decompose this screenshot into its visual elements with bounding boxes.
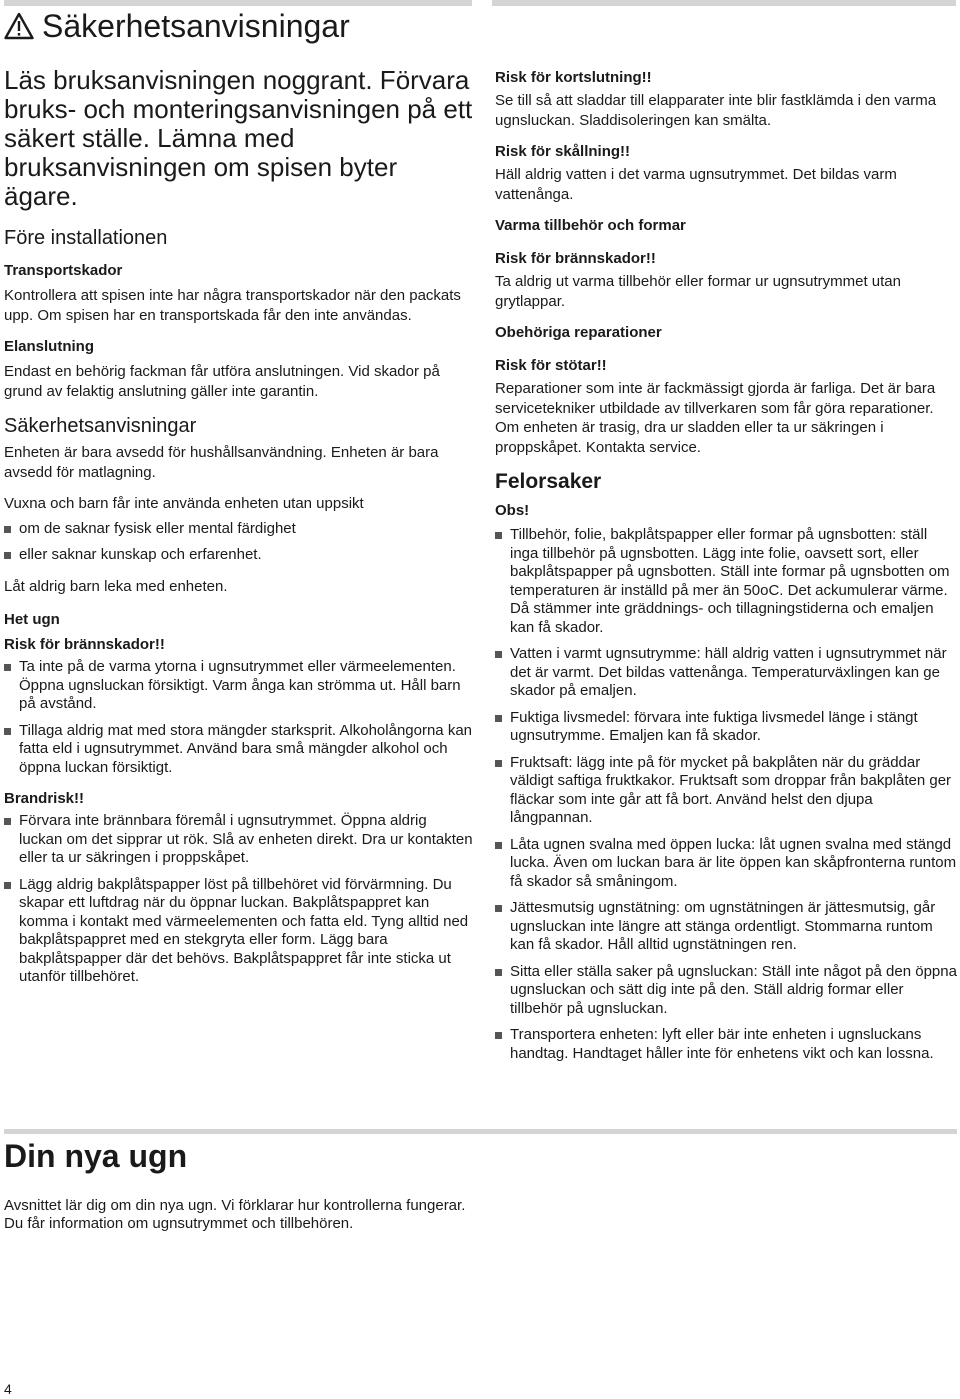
- list-item: Vatten i varmt ugnsutrymme: häll aldrig vatten i ugnsutrymmet när det är varmt. Det bildas vattenånga. Temperaturväxlingen kan ge skador på emaljen.: [495, 645, 957, 701]
- transport-text: Kontrollera att spisen inte har några transportskador när den packats upp. Om spisen har en transportskada får den inte användas.: [4, 287, 461, 324]
- brannskador-text: Ta aldrig ut varma tillbehör eller formar ur ugnsutrymmet utan grytlappar.: [495, 273, 901, 310]
- list-item: Lägg aldrig bakplåtspapper löst på tillbehöret vid förvärmning. Du skapar ett luftdrag när du öppnar luckan. Bakplåtspappret kan komma i kontakt med värmeelementen och fatta eld. Tyng alltid ned bakplåtspappret med en stekgryta eller form. Lägg bara bakplåtspapper där det behövs. Bakplåtspappret får inte sticka ut utanför tillbehöret.: [4, 876, 474, 987]
- list-item: Tillaga aldrig mat med stora mängder starksprit. Alkoholångorna kan fatta eld i ugnsutrymmet. Använd bara små mängder alkohol och öppna luckan försiktigt.: [4, 722, 474, 778]
- list-item: Fruktsaft: lägg inte på för mycket på bakplåten när du gräddar väldigt saftiga fruktkakor. Fruktsaft som droppar från bakplåten ger fläckar som inte går att få bort. Använd helst den djupa långpannan.: [495, 754, 957, 828]
- obehoriga-reparationer-heading: Obehöriga reparationer: [495, 324, 662, 341]
- sakerhet-text-1: Enheten är bara avsedd för hushållsanvändning. Enheten är bara avsedd för matlagning.: [4, 444, 439, 481]
- het-ugn-heading: Het ugn: [4, 611, 60, 628]
- intro-text: Läs bruksanvisningen noggrant. Förvara bruks- och monteringsanvisningen på ett säkert ställe. Lämna med bruksanvisningen om spisen byter ägare.: [4, 65, 473, 211]
- sakerhet-heading: Säkerhetsanvisningar: [4, 415, 197, 437]
- section-divider: [4, 1129, 957, 1134]
- list-item: Låta ugnen svalna med öppen lucka: låt ugnen svalna med stängd lucka. Även om luckan bara är lite öppen kan skåpfronterna runtom få skador så småningom.: [495, 836, 957, 892]
- page-number: 4: [4, 1381, 12, 1397]
- brannskador-list: [4, 658, 474, 777]
- transport-heading: Transportskador: [4, 262, 123, 279]
- list-item: Fuktiga livsmedel: förvara inte fuktiga livsmedel länge i stängt ugnsutrymme. Emaljen kan få skador.: [495, 709, 957, 746]
- stotar-text: Reparationer som inte är fackmässigt gjorda är farliga. Det är bara servicetekniker utbildade av tillverkaren som får göra reparationer. Om enheten är trasig, dra ur sladden eller ta ur säkringen i proppskåpet. Kontakta service.: [495, 380, 936, 456]
- risk-stotar-label: Risk för stötar!!: [495, 357, 607, 374]
- risk-brannskador-label: Risk för brännskador!!: [495, 250, 656, 267]
- list-item: eller saknar kunskap och erfarenhet.: [4, 546, 474, 565]
- felorsaker-heading: Felorsaker: [495, 470, 602, 493]
- elanslutning-text: Endast en behörig fackman får utföra anslutningen. Vid skador på grund av felaktig anslutning gäller inte garantin.: [4, 363, 440, 400]
- sakerhet-list: [4, 520, 474, 565]
- list-item: Förvara inte brännbara föremål i ugnsutrymmet. Öppna aldrig luckan om det sipprar ut rök. Slå av enheten direkt. Dra ur kontakten eller ta ur säkringen i proppskåpet.: [4, 812, 474, 868]
- kortslutning-text: Se till så att sladdar till elapparater inte blir fastklämda i den varma ugnsluckan. Sladdisoleringen kan smälta.: [495, 92, 937, 129]
- list-item: Sitta eller ställa saker på ugnsluckan: Ställ inte något på den öppna ugnsluckan och sätt dig inte på den. Ställ aldrig formar eller tillbehör på ugnsluckan.: [495, 963, 957, 1019]
- page-title: [4, 6, 350, 46]
- top-rule-right: [492, 0, 956, 6]
- din-nya-ugn-heading: Din nya ugn: [4, 1138, 188, 1174]
- brandrisk-label: Brandrisk!!: [4, 790, 85, 807]
- right-column: [495, 68, 957, 1075]
- list-item: Ta inte på de varma ytorna i ugnsutrymmet eller värmeelementen. Öppna ugnsluckan försiktigt. Varm ånga kan strömma ut. Håll barn på avstånd.: [4, 658, 474, 714]
- skallning-text: Häll aldrig vatten i det varma ugnsutrymmet. Det bildas varm vattenånga.: [495, 166, 897, 203]
- elanslutning-heading: Elanslutning: [4, 338, 94, 355]
- list-item: Jättesmutsig ugnstätning: om ugnstätningen är jättesmutsig, går ugnsluckan inte längre att stänga ordentligt. Stommarna runtom kan få skador. Håll alltid ugnstätningen ren.: [495, 899, 957, 955]
- risk-skallning-label: Risk för skållning!!: [495, 143, 631, 160]
- risk-kortslutning-label: Risk för kortslutning!!: [495, 69, 652, 86]
- din-nya-ugn-text: Avsnittet lär dig om din nya ugn. Vi förklarar hur kontrollerna fungerar. Du får information om ugnsutrymmet och tillbehören.: [4, 1197, 466, 1232]
- left-column: [4, 66, 474, 999]
- page-title-text: Säkerhetsanvisningar: [42, 8, 350, 44]
- list-item: Transportera enheten: lyft eller bär inte enheten i ugnsluckans handtag. Handtaget håller inte för enhetens vikt och kan lossna.: [495, 1026, 957, 1063]
- list-item: om de saknar fysisk eller mental färdighet: [4, 520, 474, 539]
- obs-label: Obs!: [495, 502, 530, 519]
- risk-brannskador-label: Risk för brännskador!!: [4, 636, 165, 653]
- brandrisk-list: [4, 812, 474, 987]
- sakerhet-text-2: Vuxna och barn får inte använda enheten utan uppsikt: [4, 495, 364, 512]
- felorsaker-list: [495, 526, 957, 1063]
- warning-triangle-icon: [4, 12, 34, 40]
- varma-tillbehor-heading: Varma tillbehör och formar: [495, 217, 686, 234]
- sakerhet-text-3: Låt aldrig barn leka med enheten.: [4, 577, 228, 595]
- list-item: Tillbehör, folie, bakplåtspapper eller formar på ugnsbotten: ställ inga tillbehör på ugnsbotten. Lägg inte folie, oavsett sort, eller bakplåtspapper på ugnsbotten. Ställ inte formar på ugnsbotten om temperaturen är inställd på mer än 50oC. Det ackumulerar värme. Då stämmer inte gräddnings- och tillagningstiderna och emaljen kan få skador.: [495, 526, 957, 637]
- fore-installation-heading: Före installationen: [4, 227, 168, 249]
